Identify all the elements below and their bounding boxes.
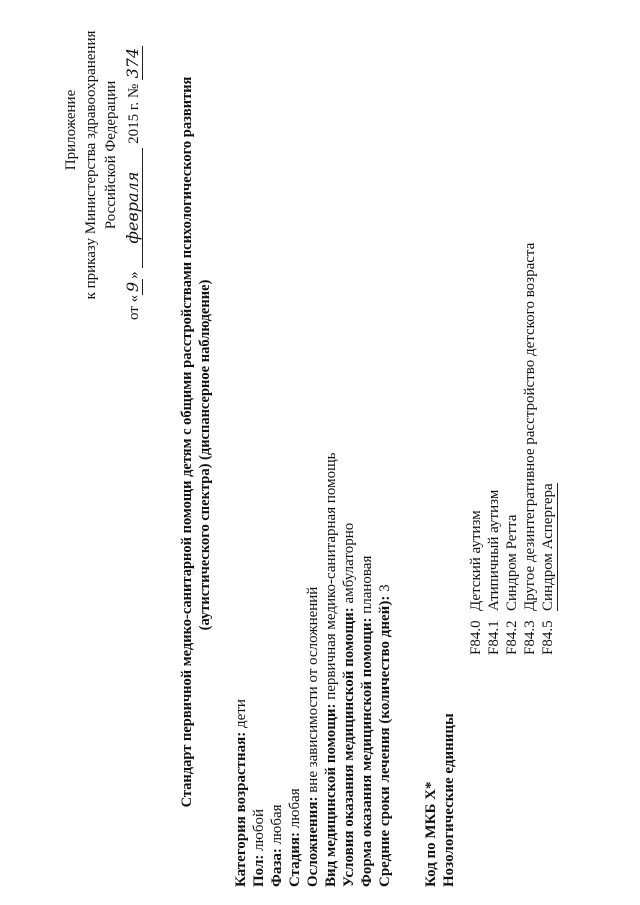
- param-value: любая: [287, 788, 303, 832]
- param-treatment-duration: [376, 584, 394, 887]
- date-year: 2015 г. №: [126, 83, 142, 144]
- param-label: Фаза:: [269, 848, 285, 887]
- icd-code: F84.1: [486, 620, 502, 655]
- icd-item: [521, 243, 539, 655]
- icd-code: F84.2: [504, 620, 520, 655]
- param-value: первичная медико-санитарная помощь: [323, 452, 339, 704]
- date-prefix: от «: [126, 294, 142, 320]
- icd-name: Синдром Ретта: [504, 514, 520, 611]
- param-label: Вид медицинской помощи:: [323, 703, 339, 887]
- param-label: Средние сроки лечения (количество дней):: [377, 595, 393, 887]
- appendix-date-line: [124, 46, 143, 320]
- param-label: Стадия:: [287, 831, 303, 887]
- param-label: Пол:: [251, 854, 267, 887]
- param-label: Форма оказания медицинской помощи:: [359, 617, 375, 887]
- param-phase: [268, 804, 286, 887]
- icd-item: [539, 483, 558, 655]
- param-value: дети: [233, 699, 249, 732]
- date-month: февраля: [124, 148, 143, 268]
- icd-name: Синдром Аспергера: [540, 483, 556, 611]
- icd-name: Другое дезинтегративное расстройство детского возраста: [522, 242, 538, 611]
- param-care-type: [322, 453, 340, 887]
- date-mid: »: [126, 271, 142, 279]
- param-stage: [286, 788, 304, 887]
- appendix-order-line: к приказу Министерства здравоохранения: [83, 30, 99, 300]
- icd-code-label: Код по МКБ X*: [423, 781, 439, 887]
- param-value: любой: [251, 809, 267, 855]
- param-sex: [250, 809, 268, 887]
- icd-name: Атипичный аутизм: [486, 489, 502, 611]
- date-day: 9: [124, 279, 143, 295]
- appendix-title: Приложение: [63, 89, 79, 171]
- param-age-category: [232, 699, 250, 887]
- icd-item: [503, 515, 521, 655]
- icd-code: F84.0: [468, 620, 484, 655]
- param-label: Условия оказания медицинской помощи:: [341, 607, 357, 887]
- param-value: плановая: [359, 555, 375, 618]
- param-label: Категория возрастная:: [233, 731, 249, 887]
- document-title-line-2: (аутистического спектра) (диспансерное наблюдение): [197, 279, 213, 631]
- param-care-form: [358, 556, 376, 887]
- appendix-country-line: Российской Федерации: [103, 80, 119, 230]
- param-value: вне зависимости от осложнений: [305, 586, 321, 797]
- icd-name: Детский аутизм: [468, 510, 484, 611]
- nosological-units-label: Нозологические единицы: [441, 713, 457, 887]
- param-value: амбулаторно: [341, 522, 357, 608]
- order-number: 374: [123, 47, 142, 79]
- document-title-line-1: Стандарт первичной медико-санитарной помощи детям с общими расстройствами психологического развития: [179, 76, 195, 808]
- icd-item: [467, 510, 485, 655]
- param-complications: [304, 587, 322, 887]
- param-value: 3: [377, 584, 393, 596]
- icd-code: F84.5: [540, 620, 556, 655]
- icd-code: F84.3: [522, 620, 538, 655]
- param-label: Осложнения:: [305, 796, 321, 887]
- icd-item: [485, 490, 503, 655]
- param-care-conditions: [340, 523, 358, 887]
- param-value: любая: [269, 804, 285, 849]
